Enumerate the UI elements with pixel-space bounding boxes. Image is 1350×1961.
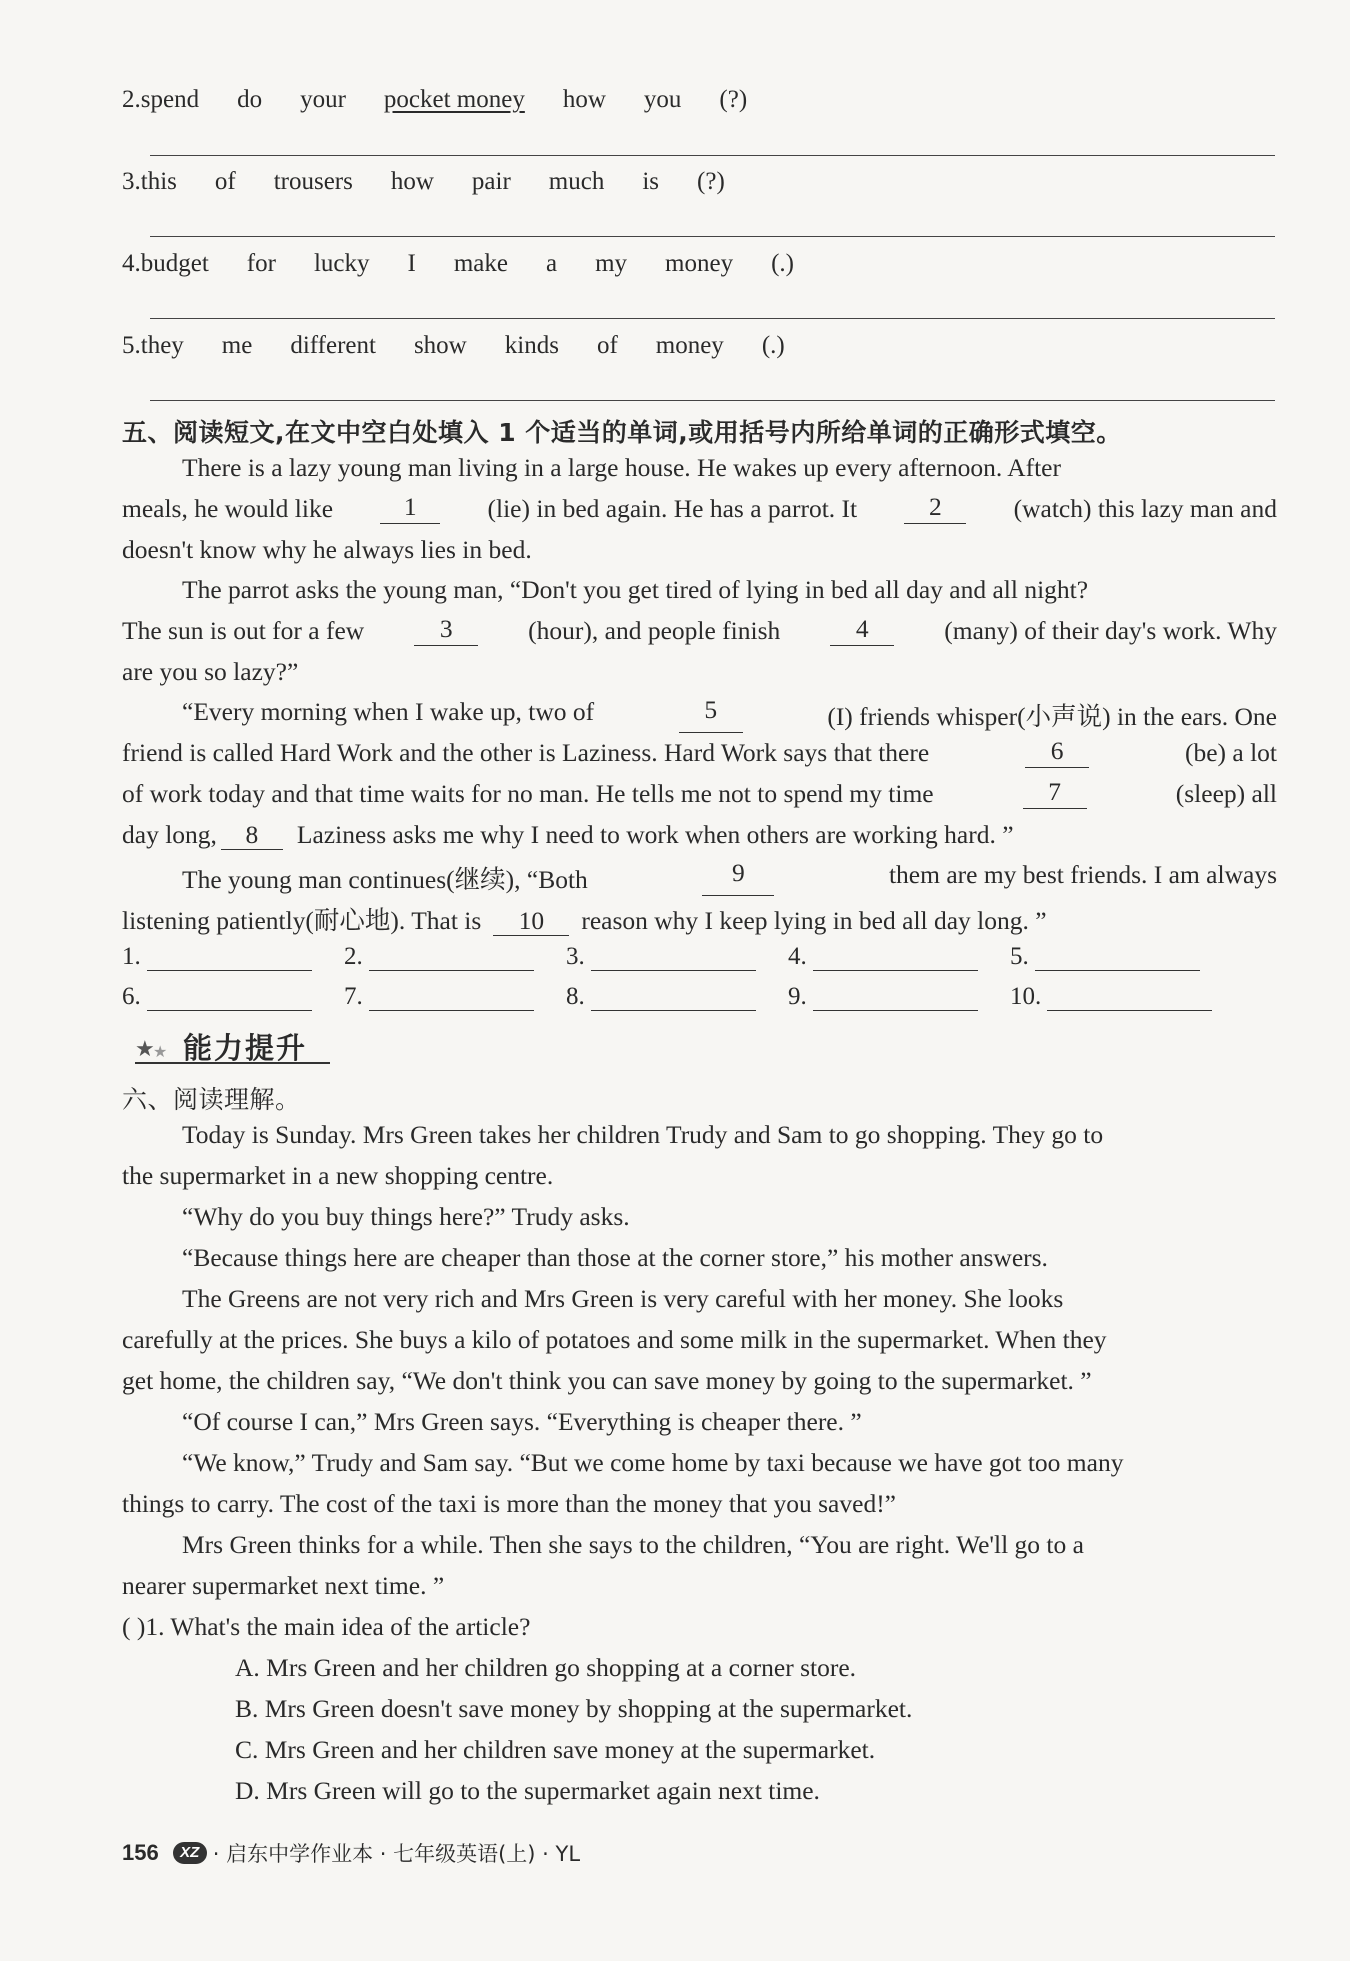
blank-1[interactable]: 1 <box>380 494 440 524</box>
blank-3[interactable]: 3 <box>414 616 478 646</box>
passage-line: doesn't know why he always lies in bed. <box>122 535 532 564</box>
answer-cell[interactable]: 5. <box>1010 943 1232 971</box>
passage-line: carefully at the prices. She buys a kilo of potatoes and some milk in the supermarket. When they <box>122 1325 1107 1354</box>
star-icon: ★ <box>153 1044 168 1061</box>
underlined-word: pocket money <box>383 86 525 113</box>
passage-line: “We know,” Trudy and Sam say. “But we come home by taxi because we have got too many <box>182 1448 1124 1477</box>
passage-line: the supermarket in a new shopping centre. <box>122 1161 554 1190</box>
passage-line: listening patiently(耐心地). That is 10 reason why I keep lying in bed all day long. ” <box>122 906 1047 935</box>
answer-cell[interactable]: 8. <box>566 983 788 1011</box>
answer-row-1 <box>122 943 1232 971</box>
passage-line: “Of course I can,” Mrs Green says. “Everything is cheaper there. ” <box>182 1407 862 1436</box>
section-6-heading: 六、阅读理解。 <box>122 1085 301 1114</box>
sentence-item-3: 3.this of trousers how pair much is (?) <box>122 168 725 195</box>
passage-line: Mrs Green thinks for a while. Then she says to the children, “You are right. We'll go to a <box>182 1530 1084 1559</box>
option-a[interactable]: A. Mrs Green and her children go shopping at a corner store. <box>235 1653 857 1682</box>
passage-line: The sun is out for a few 3 (hour), and people finish 4 (many) of their day's work. Why <box>122 614 1277 645</box>
answer-row-2 <box>122 983 1232 1011</box>
answer-cell[interactable]: 9. <box>788 983 1010 1011</box>
question-1[interactable]: ( )1. What's the main idea of the article? <box>122 1612 531 1641</box>
section-5-heading: 五、阅读短文,在文中空白处填入 1 个适当的单词,或用括号内所给单词的正确形式填空。 <box>122 418 1122 447</box>
answer-cell[interactable]: 4. <box>788 943 1010 971</box>
blank-5[interactable]: 5 <box>679 697 743 733</box>
sentence-item-5: 5.they me different show kinds of money (.) <box>122 332 785 359</box>
answer-line <box>150 318 1275 319</box>
passage-line: friend is called Hard Work and the other is Laziness. Hard Work says that there 6 (be) a lot <box>122 736 1277 767</box>
passage-line: “Because things here are cheaper than those at the corner store,” his mother answers. <box>182 1243 1048 1272</box>
answer-cell[interactable]: 10. <box>1010 983 1232 1011</box>
passage-line: The young man continues(继续), “Both 9 them are my best friends. I am always <box>182 858 1277 894</box>
sentence-item-4: 4.budget for lucky I make a my money (.) <box>122 250 794 277</box>
passage-line: “Every morning when I wake up, two of 5 (I) friends whisper(小声说) in the ears. One <box>182 695 1277 731</box>
passage-line: The Greens are not very rich and Mrs Green is very careful with her money. She looks <box>182 1284 1064 1313</box>
passage-line: nearer supermarket next time. ” <box>122 1571 445 1600</box>
option-c[interactable]: C. Mrs Green and her children save money at the supermarket. <box>235 1735 876 1764</box>
answer-line <box>150 400 1275 401</box>
passage-line: are you so lazy?” <box>122 657 299 686</box>
answer-line <box>150 236 1275 237</box>
answer-cell[interactable]: 6. <box>122 983 344 1011</box>
logo-icon: XZ <box>173 1842 207 1864</box>
sentence-item-2: 2.spend do your pocket money how you (?) <box>122 86 748 113</box>
answer-cell[interactable]: 2. <box>344 943 566 971</box>
passage-line: things to carry. The cost of the taxi is more than the money that you saved!” <box>122 1489 897 1518</box>
answer-cell[interactable]: 7. <box>344 983 566 1011</box>
passage-line: meals, he would like 1 (lie) in bed again. He has a parrot. It 2 (watch) this lazy man and <box>122 492 1277 523</box>
answer-cell[interactable]: 1. <box>122 943 344 971</box>
passage-line: “Why do you buy things here?” Trudy asks. <box>182 1202 630 1231</box>
footer-title: · 启东中学作业本 · 七年级英语(上) · YL <box>212 1842 581 1866</box>
page-footer <box>122 1838 580 1868</box>
passage-line: The parrot asks the young man, “Don't you get tired of lying in bed all day and all night? <box>182 575 1089 604</box>
passage-line: There is a lazy young man living in a large house. He wakes up every afternoon. After <box>182 453 1061 482</box>
passage-line: Today is Sunday. Mrs Green takes her children Trudy and Sam to go shopping. They go to <box>182 1120 1104 1149</box>
passage-line: of work today and that time waits for no man. He tells me not to spend my time 7 (sleep) all <box>122 777 1277 808</box>
page-number: 156 <box>122 1840 159 1865</box>
option-d[interactable]: D. Mrs Green will go to the supermarket again next time. <box>235 1776 820 1805</box>
passage-line: get home, the children say, “We don't think you can save money by going to the supermarket. ” <box>122 1366 1092 1395</box>
answer-line <box>150 155 1275 156</box>
section-banner <box>135 1022 330 1070</box>
blank-6[interactable]: 6 <box>1025 738 1089 768</box>
star-icon: ★ <box>135 1036 155 1061</box>
answer-cell[interactable]: 3. <box>566 943 788 971</box>
blank-8[interactable]: 8 <box>221 822 283 850</box>
blank-9[interactable]: 9 <box>702 860 774 896</box>
blank-10[interactable]: 10 <box>493 908 569 936</box>
passage-line: day long, 8 Laziness asks me why I need to work when others are working hard. ” <box>122 820 1014 849</box>
banner-title: 能力提升 <box>183 1031 308 1065</box>
option-b[interactable]: B. Mrs Green doesn't save money by shopping at the supermarket. <box>235 1694 913 1723</box>
blank-2[interactable]: 2 <box>904 494 966 524</box>
blank-4[interactable]: 4 <box>830 616 894 646</box>
blank-7[interactable]: 7 <box>1023 779 1087 809</box>
